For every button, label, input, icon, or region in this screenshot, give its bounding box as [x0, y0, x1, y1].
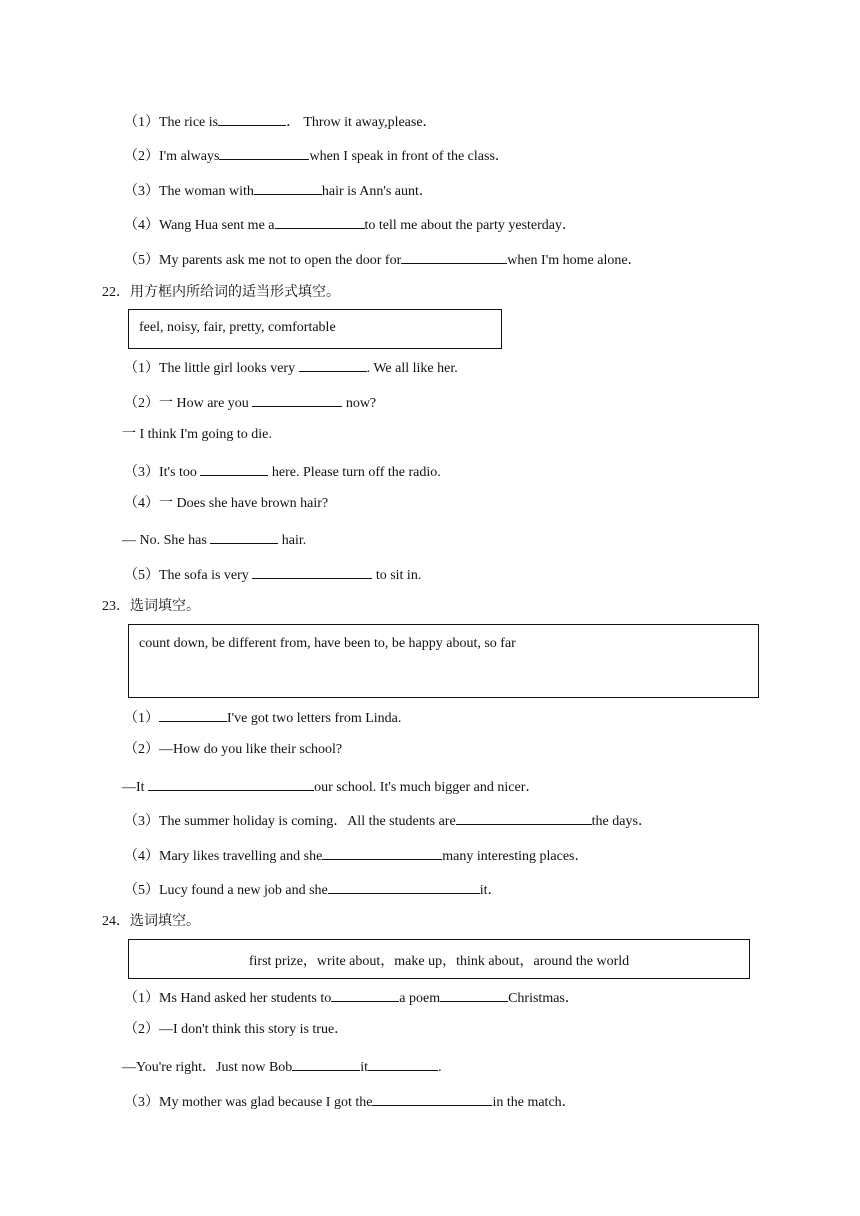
item-text: I'm always	[159, 149, 220, 164]
answer-blank[interactable]	[275, 214, 365, 229]
item-text: —How do you like their school?	[159, 742, 343, 757]
item-text: — No. She has	[122, 533, 211, 548]
question-22-2	[124, 392, 376, 413]
question-22-header: 22．用方框内所给词的适当形式填空。	[102, 285, 340, 300]
item-text: Mary likes travelling and she	[159, 849, 323, 864]
item-text: the days．	[591, 814, 652, 829]
answer-blank[interactable]	[218, 111, 286, 126]
item-number: （5）	[124, 883, 159, 898]
item-text: I've got two letters from Linda.	[227, 711, 402, 726]
item-text: Lucy found a new job and she	[159, 883, 328, 898]
question-22-3	[124, 461, 441, 482]
question-21-2	[124, 145, 509, 166]
question-24-header: 24．选词填空。	[102, 914, 200, 929]
item-number: （3）	[124, 1095, 159, 1110]
item-text: when I'm home alone．	[507, 253, 642, 268]
item-number: （3）	[124, 465, 159, 480]
item-text: 一 I think I'm going to die.	[122, 427, 272, 442]
question-21-3	[124, 180, 433, 201]
item-text: —I don't think this story is true．	[159, 1022, 349, 1037]
answer-blank[interactable]	[372, 1091, 492, 1106]
answer-blank[interactable]	[219, 145, 309, 160]
question-22-4	[124, 495, 328, 513]
item-number: （3）	[124, 814, 159, 829]
question-22-5	[124, 564, 421, 585]
item-text: . We all like her.	[366, 361, 458, 376]
item-number: （3）	[124, 184, 159, 199]
item-text: My parents ask me not to open the door for	[159, 253, 402, 268]
answer-blank[interactable]	[299, 357, 367, 372]
item-text: The summer holiday is coming．All the students are	[159, 814, 456, 829]
item-text: now?	[342, 396, 377, 411]
item-number: （4）	[124, 849, 159, 864]
answer-blank[interactable]	[200, 461, 268, 476]
question-22-4-reply	[122, 529, 306, 550]
item-number: （5）	[124, 568, 159, 583]
question-21-1	[124, 111, 437, 132]
answer-blank[interactable]	[440, 987, 508, 1002]
word-list: count down, be different from, have been to, be happy about, so far	[139, 636, 516, 651]
word-list: feel, noisy, fair, pretty, comfortable	[139, 320, 336, 335]
item-text: .	[438, 1060, 442, 1075]
question-23-2-reply	[122, 776, 539, 797]
item-text: it．	[479, 883, 502, 898]
question-23-1	[124, 707, 401, 728]
item-text: hair.	[278, 533, 307, 548]
answer-blank[interactable]	[210, 529, 278, 544]
item-number: （2）	[124, 396, 159, 411]
item-text: It's too	[159, 465, 201, 480]
item-text: My mother was glad because I got the	[159, 1095, 373, 1110]
item-text: 一 How are you	[159, 396, 253, 411]
item-text: The little girl looks very	[159, 361, 299, 376]
item-text: —You're right．Just now Bob	[122, 1060, 293, 1075]
item-text: many interesting places．	[442, 849, 589, 864]
question-24-2-reply	[122, 1056, 442, 1077]
question-23-3	[124, 810, 652, 831]
answer-blank[interactable]	[328, 879, 480, 894]
answer-blank[interactable]	[368, 1056, 438, 1071]
word-box-23	[128, 624, 759, 698]
item-number: （5）	[124, 253, 159, 268]
question-21-4	[124, 214, 576, 235]
item-text: The sofa is very	[159, 568, 253, 583]
item-text: The rice is	[159, 115, 219, 130]
word-list: first prize，write about，make up，think about，around the world	[248, 954, 630, 969]
item-text: to sit in.	[372, 568, 422, 583]
item-text: Ms Hand asked her students to	[159, 991, 332, 1006]
question-22-1	[124, 357, 458, 378]
item-number: （1）	[124, 711, 159, 726]
item-number: （4）	[124, 496, 159, 511]
item-text: here. Please turn off the radio.	[268, 465, 441, 480]
item-text: it	[360, 1060, 369, 1075]
answer-blank[interactable]	[252, 564, 372, 579]
answer-blank[interactable]	[292, 1056, 360, 1071]
answer-blank[interactable]	[401, 249, 507, 264]
item-text: 一 Does she have brown hair?	[159, 496, 329, 511]
answer-blank[interactable]	[252, 392, 342, 407]
question-24-2	[124, 1021, 348, 1039]
question-23-4	[124, 845, 588, 866]
answer-blank[interactable]	[159, 707, 227, 722]
question-23-header: 23．选词填空。	[102, 599, 200, 614]
question-24-3	[124, 1091, 576, 1112]
word-box-24	[128, 939, 750, 979]
answer-blank[interactable]	[331, 987, 399, 1002]
question-24-1	[124, 987, 579, 1008]
item-text: in the match．	[492, 1095, 576, 1110]
item-text: a poem	[399, 991, 441, 1006]
answer-blank[interactable]	[322, 845, 442, 860]
answer-blank[interactable]	[148, 776, 314, 791]
item-number: （2）	[124, 1022, 159, 1037]
item-number: （4）	[124, 218, 159, 233]
item-number: （1）	[124, 115, 159, 130]
question-21-5	[124, 249, 642, 270]
item-text: to tell me about the party yesterday．	[364, 218, 576, 233]
item-text: when I speak in front of the class．	[309, 149, 509, 164]
item-text: Wang Hua sent me a	[159, 218, 275, 233]
item-number: （2）	[124, 149, 159, 164]
question-23-5	[124, 879, 502, 900]
word-box-22	[128, 309, 502, 349]
item-text: our school. It's much bigger and nicer．	[314, 780, 540, 795]
item-text: ． Throw it away,please．	[286, 115, 437, 130]
item-number: （1）	[124, 361, 159, 376]
answer-blank[interactable]	[254, 180, 322, 195]
item-text: hair is Ann's aunt．	[321, 184, 433, 199]
item-text: —It	[122, 780, 149, 795]
question-22-2-reply	[122, 426, 272, 444]
item-text: The woman with	[159, 184, 254, 199]
item-number: （2）	[124, 742, 159, 757]
item-number: （1）	[124, 991, 159, 1006]
answer-blank[interactable]	[456, 810, 592, 825]
question-23-2	[124, 741, 342, 759]
item-text: Christmas．	[508, 991, 579, 1006]
